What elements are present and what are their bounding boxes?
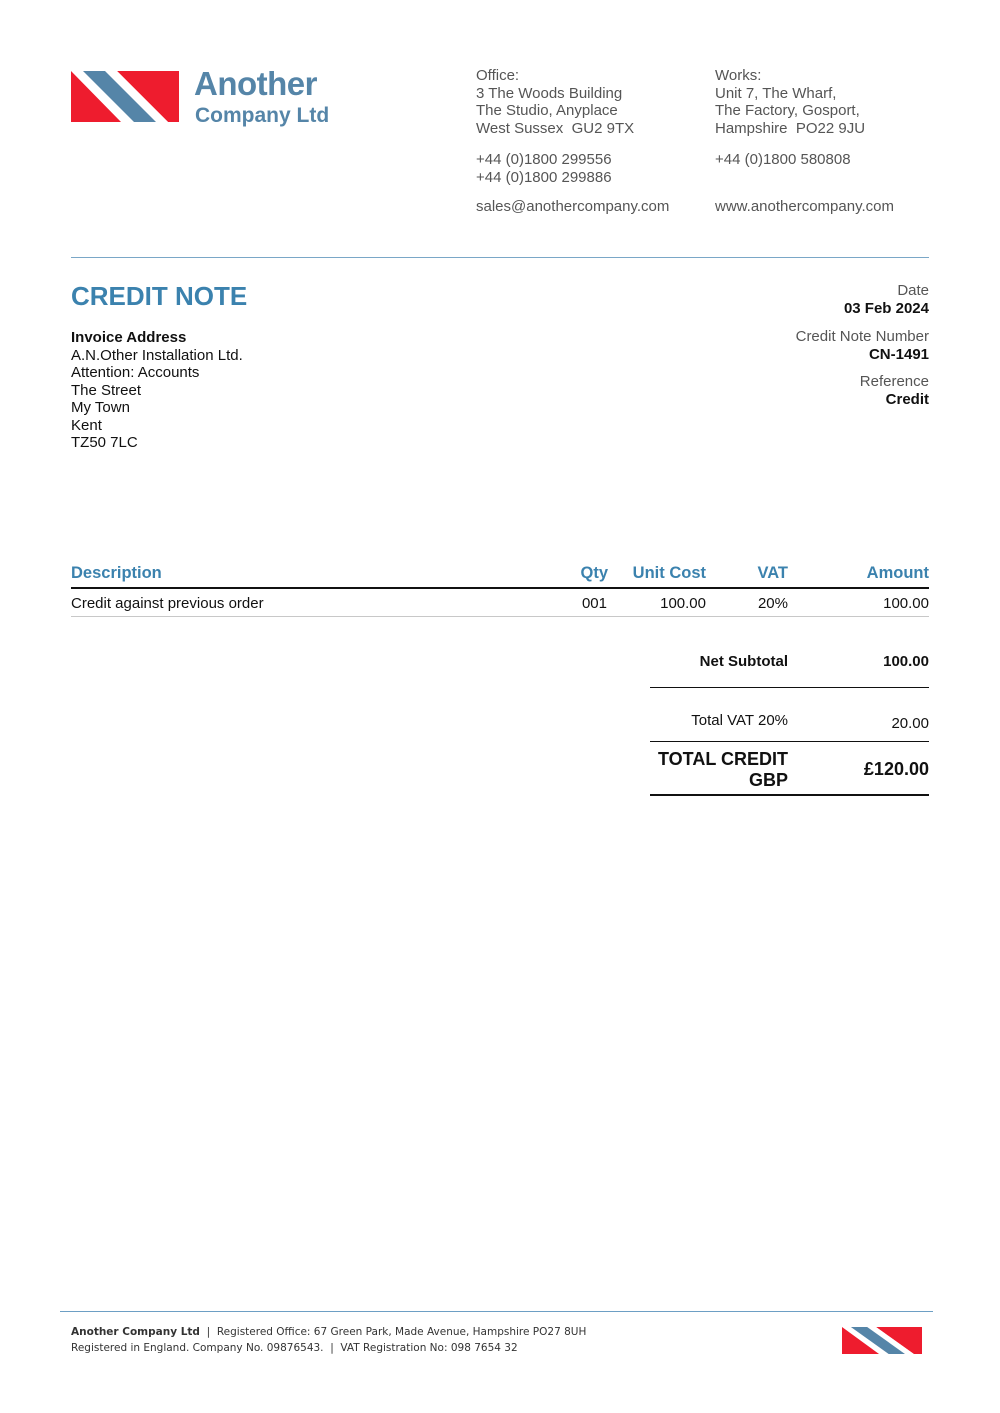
works-address-line: The Factory, Gosport, [715,102,860,119]
net-subtotal-label: Net Subtotal [699,653,788,670]
total-vat-value: 20.00 [891,715,929,732]
table-header-rule [71,587,929,589]
office-email[interactable]: sales@anothercompany.com [476,198,670,215]
column-header-unit-cost: Unit Cost [632,564,706,582]
reference-value: Credit [885,390,929,408]
document-title: CREDIT NOTE [71,281,248,311]
footer-divider [60,1311,933,1312]
reference-label: Reference [859,373,929,390]
row-unit-cost: 100.00 [660,595,706,612]
table-row-rule [71,616,929,617]
company-logo-mark [71,71,179,122]
date-value: 03 Feb 2024 [843,299,929,317]
footer-logo-mark [842,1327,922,1354]
total-credit-value: £120.00 [863,759,929,779]
logo-name-line2: Company Ltd [195,104,330,127]
row-qty: 001 [581,595,607,612]
column-header-amount: Amount [866,564,929,582]
total-credit-label-line2: GBP [748,770,788,790]
footer-line-1 [71,1326,586,1338]
works-website[interactable]: www.anothercompany.com [715,198,894,215]
total-credit-label-line1: TOTAL CREDIT [658,749,788,769]
office-contact [476,67,669,216]
credit-note-number-block [796,328,929,363]
invoice-address-line: TZ50 7LC [71,434,138,451]
date-label: Date [897,282,929,299]
column-header-vat: VAT [757,564,788,582]
invoice-address-heading: Invoice Address [71,329,187,346]
column-header-description: Description [71,564,162,582]
works-phone: +44 (0)1800 580808 [715,151,851,168]
header-divider [71,257,929,258]
column-header-qty: Qty [580,564,608,582]
total-rule [650,794,929,796]
reference-block [860,373,929,408]
invoice-address-line: The Street [71,381,142,399]
office-phone: +44 (0)1800 299886 [476,168,612,186]
office-phone: +44 (0)1800 299556 [476,151,612,168]
total-credit-label [658,749,788,791]
works-heading: Works: [715,67,762,84]
credit-note-number-label: Credit Note Number [795,328,929,345]
invoice-address-line: A.N.Other Installation Ltd. [71,346,243,364]
invoice-address-line: Attention: Accounts [71,364,200,381]
row-vat: 20% [757,595,788,612]
subtotal-rule [650,687,929,688]
total-vat-label: Total VAT 20% [691,712,788,729]
date-block [844,282,929,317]
office-address-line: 3 The Woods Building [476,84,623,102]
invoice-address-line: My Town [71,399,130,416]
works-address-line: Hampshire PO22 9JU [715,119,866,137]
office-heading: Office: [476,67,520,84]
credit-note-number-value: CN-1491 [868,345,929,363]
invoice-address [71,329,243,452]
logo-name-line1: Another [194,65,317,102]
footer-registered-office: | Registered Office: 67 Green Park, Made Avenue, Hampshire PO27 8UH [199,1326,587,1338]
works-address-line: Unit 7, The Wharf, [715,84,837,102]
net-subtotal-value: 100.00 [883,653,929,670]
footer-company-name: Another Company Ltd [71,1326,200,1338]
works-contact [715,67,894,216]
row-description: Credit against previous order [71,595,264,612]
footer-line-2: Registered in England. Company No. 09876543. | VAT Registration No: 098 7654 32 [71,1342,518,1354]
vat-rule [650,741,929,742]
invoice-address-line: Kent [71,416,102,434]
office-address-line: West Sussex GU2 9TX [476,119,635,137]
office-address-line: The Studio, Anyplace [476,102,618,119]
row-amount: 100.00 [883,595,929,612]
